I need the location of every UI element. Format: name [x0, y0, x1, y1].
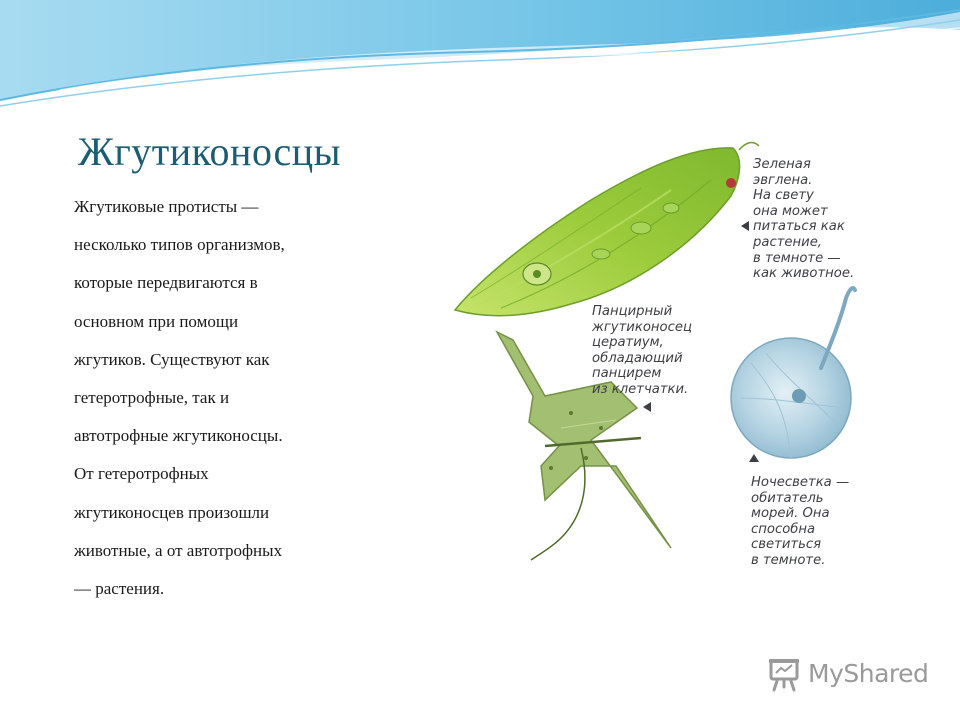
presentation-board-icon	[768, 657, 802, 693]
paragraph-line: автотрофные жгутиконосцы.	[74, 426, 283, 446]
caption-line: питаться как	[753, 219, 845, 235]
pointer-arrow-icon	[643, 402, 651, 412]
paragraph-line: жгутиков. Существуют как	[74, 349, 270, 369]
paragraph-line: Жгутиковые протисты —	[74, 197, 259, 216]
caption-line: обитатель	[751, 490, 824, 506]
paragraph-line: От гетеротрофных	[74, 464, 209, 484]
caption-line: Зеленая	[753, 157, 811, 172]
caption-line: из клетчатки.	[592, 381, 689, 397]
caption-line: обладающий	[592, 350, 683, 366]
euglena-caption	[753, 157, 854, 282]
slide-title: Жгутиконосцы	[78, 129, 341, 174]
caption-line: она может	[753, 203, 828, 219]
paragraph-line: жгутиконосцев произошли	[74, 502, 270, 522]
ceratium-caption	[592, 304, 692, 398]
caption-line: в темноте.	[751, 552, 826, 568]
noctiluca-caption	[751, 475, 849, 569]
pointer-arrow-icon	[741, 221, 749, 231]
caption-line: растение,	[753, 234, 822, 250]
caption-line: Панцирный	[592, 304, 673, 319]
caption-line: цератиум,	[592, 335, 664, 351]
paragraph-line: гетеротрофные, так и	[74, 388, 230, 408]
pointer-arrow-icon	[749, 454, 759, 462]
caption-line: светиться	[751, 537, 822, 553]
paragraph-line: животные, а от автотрофных	[74, 540, 283, 560]
myshared-logo[interactable]	[768, 657, 928, 693]
caption-line: Ночесветка —	[751, 475, 850, 490]
protists-illustration	[441, 128, 880, 578]
caption-line: На свету	[753, 188, 814, 204]
caption-line: панцирем	[592, 366, 662, 382]
caption-line: эвглена.	[753, 172, 813, 188]
slide-paragraph	[74, 188, 364, 608]
caption-line: способна	[751, 521, 816, 537]
paragraph-line: которые передвигаются в	[74, 273, 258, 293]
euglena-drawing	[455, 143, 759, 316]
caption-line: морей. Она	[751, 506, 830, 522]
caption-line: в темноте —	[753, 250, 841, 266]
paragraph-line: основном при помощи	[74, 311, 239, 331]
logo-text: MyShared	[808, 659, 929, 688]
caption-line: как животное.	[753, 266, 855, 282]
caption-line: жгутиконосец	[592, 319, 692, 335]
noctiluca-drawing	[731, 288, 855, 458]
paragraph-line: несколько типов организмов,	[74, 235, 285, 255]
header-wave-decoration	[0, 0, 960, 120]
paragraph-line: — растения.	[74, 579, 165, 599]
